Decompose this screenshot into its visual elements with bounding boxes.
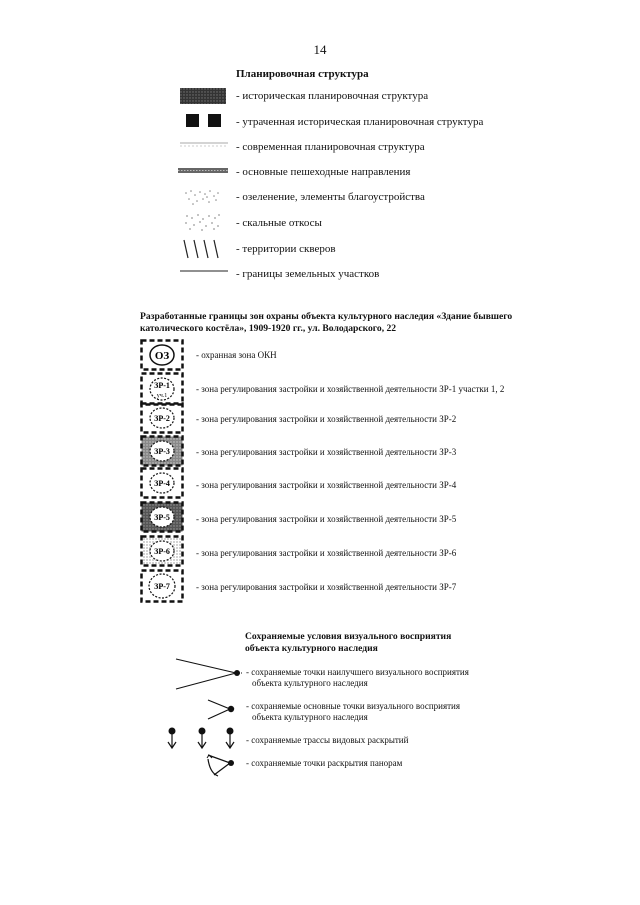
zone-code-oz: ОЗ	[154, 350, 170, 362]
protection-section-title	[140, 311, 560, 335]
dotted-band-icon	[178, 167, 228, 175]
visual-label-best-points-line-1: - сохраняемые точки наилучшего визуального восприятия	[246, 667, 469, 677]
protection-title-line-1: Разработанные границы зон охраны объекта культурного наследия «Здание бывшего	[140, 311, 513, 322]
zone-label-zr3: - зона регулирования застройки и хозяйственной деятельности ЗР-3	[196, 447, 457, 457]
zone-label-zr7: - зона регулирования застройки и хозяйственной деятельности ЗР-7	[196, 582, 457, 592]
legend-label-land-boundaries: - границы земельных участков	[236, 268, 380, 280]
visual-label-panorama-points: - сохраняемые точки раскрытия панорам	[246, 758, 403, 768]
thin-line-icon	[180, 268, 228, 274]
zone-symbol-zr6	[140, 535, 184, 567]
legend-label-pedestrian: - основные пешеходные направления	[236, 166, 411, 178]
zone-label-oz: - охранная зона ОКН	[196, 350, 277, 360]
light-line-icon	[180, 140, 228, 150]
zone-code-zr7: ЗР-7	[154, 582, 170, 591]
two-black-squares-icon	[186, 114, 222, 128]
zone-label-zr5: - зона регулирования застройки и хозяйственной деятельности ЗР-5	[196, 514, 457, 524]
view-angle-icon	[204, 697, 240, 723]
legend-label-historic-structure: - историческая планировочная структура	[236, 90, 429, 102]
speckle-icon	[183, 188, 223, 206]
visual-title-line-2: объекта культурного наследия	[245, 643, 378, 654]
zone-sub-zr1: уч.1	[156, 393, 168, 399]
legend-label-rock-slopes: - скальные откосы	[236, 217, 322, 229]
visual-label-main-points	[246, 701, 460, 723]
zone-symbol-zr4	[140, 467, 184, 499]
visual-label-best-points	[246, 667, 469, 689]
planning-section-title: Планировочная структура	[236, 68, 369, 80]
panorama-point-icon	[204, 751, 240, 779]
zone-symbol-zr7	[140, 569, 184, 603]
rock-dots-icon	[183, 212, 223, 232]
view-trace-icon	[160, 727, 240, 753]
zone-symbol-oz	[140, 339, 184, 371]
zone-symbol-zr2	[140, 402, 184, 434]
zone-symbol-zr3	[140, 435, 184, 467]
hatched-block-icon	[180, 88, 226, 104]
diagonal-strokes-icon	[182, 238, 226, 260]
zone-symbol-zr1	[140, 372, 184, 406]
zone-label-zr6: - зона регулирования застройки и хозяйственной деятельности ЗР-6	[196, 548, 457, 558]
zone-label-zr1: - зона регулирования застройки и хозяйственной деятельности ЗР-1 участки 1, 2	[196, 384, 505, 394]
zone-code-zr3: ЗР-3	[154, 447, 170, 456]
protection-title-line-2: католического костёла», 1909-1920 гг., ул. Володарского, 22	[140, 323, 397, 334]
zone-code-zr1: ЗР-1	[154, 381, 170, 390]
zone-symbol-zr5	[140, 501, 184, 533]
zone-label-zr4: - зона регулирования застройки и хозяйственной деятельности ЗР-4	[196, 480, 457, 490]
zone-code-zr6: ЗР-6	[154, 547, 170, 556]
legend-label-modern-structure: - современная планировочная структура	[236, 141, 425, 153]
visual-label-main-points-line-2: объекта культурного наследия	[252, 712, 368, 722]
page-number: 14	[313, 42, 327, 57]
zone-code-zr2: ЗР-2	[154, 414, 170, 423]
visual-label-best-points-line-2: объекта культурного наследия	[252, 678, 368, 688]
legend-label-greenery: - озеленение, элементы благоустройства	[236, 191, 425, 203]
zone-code-zr4: ЗР-4	[154, 479, 170, 488]
visual-label-view-traces: - сохраняемые трассы видовых раскрытий	[246, 735, 409, 745]
zone-code-zr5: ЗР-5	[154, 513, 170, 522]
legend-label-squares: - территории скверов	[236, 243, 336, 255]
visual-title-line-1: Сохраняемые условия визуального восприятия	[245, 631, 452, 642]
zone-label-zr2: - зона регулирования застройки и хозяйственной деятельности ЗР-2	[196, 414, 457, 424]
legend-label-lost-structure: - утраченная историческая планировочная структура	[236, 116, 484, 128]
visual-section-title	[245, 631, 545, 655]
visual-label-main-points-line-1: - сохраняемые основные точки визуального восприятия	[246, 701, 460, 711]
wide-view-angle-icon	[174, 656, 246, 692]
